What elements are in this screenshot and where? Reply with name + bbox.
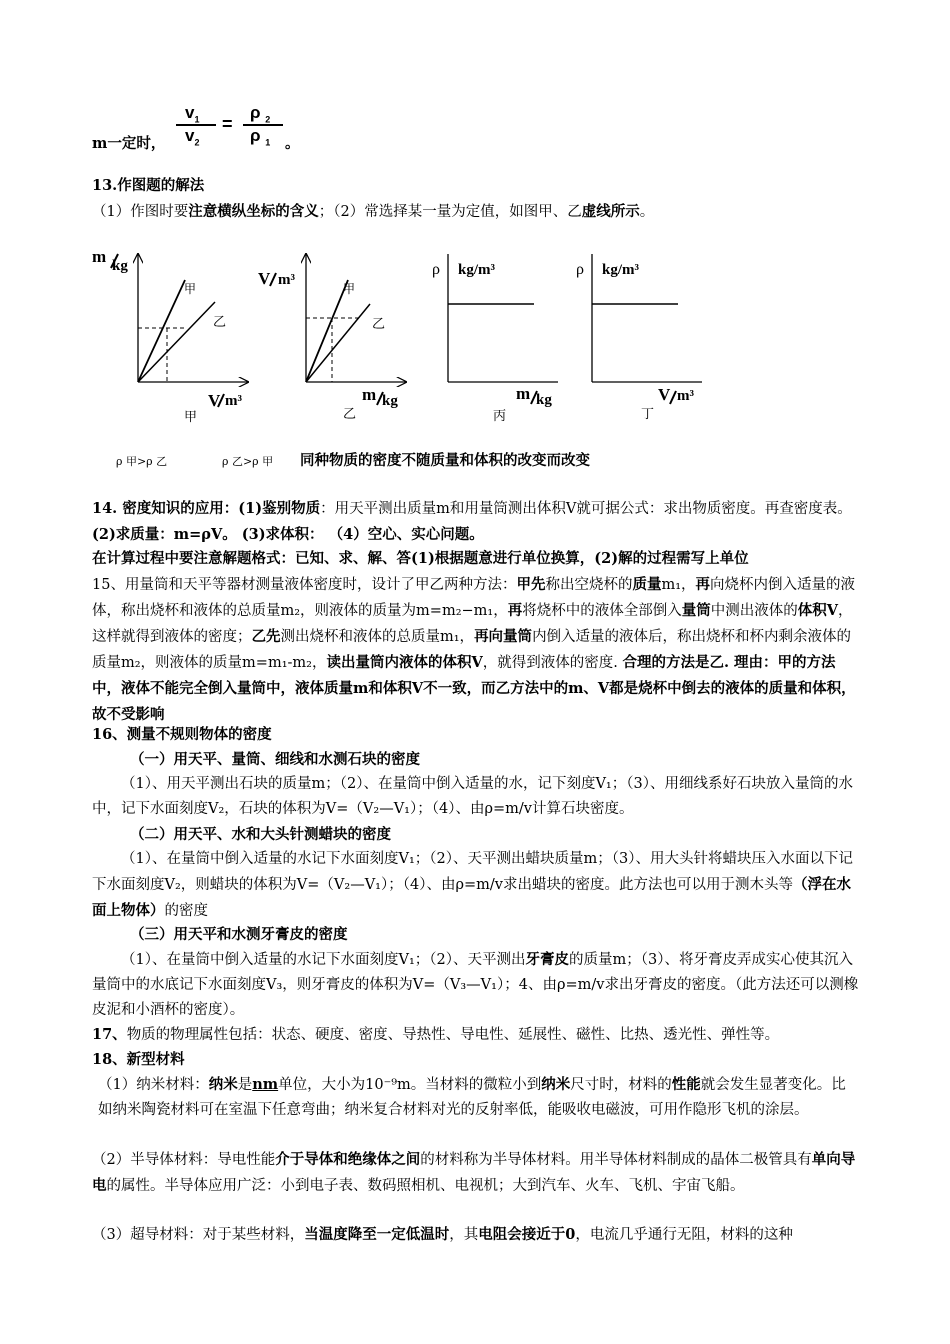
graph-yi-caption: 乙 [343, 406, 357, 421]
section-14-text: 14. 密度知识的应用：(1)鉴别物质：用天平测出质量m和用量筒测出体积V就可据公式：求出物质密度。再查密度表。 (2)求质量：m=ρV。 (3)求体积： （4）空心、实心问题。 [92, 500, 852, 543]
graph-ding-xlabel: V [658, 385, 671, 404]
section-18-p2: （2）半导体材料：导电性能介于导体和绝缘体之间的材料称为半导体材料。用半导体材料制成的晶体二极管具有单向导电的属性。半导体应用广泛：小到电子表、数码照相机、电视机；大到汽车、火车、飞机、宇宙飞船。 [92, 1151, 856, 1194]
graph-yi-line1: 甲 [343, 282, 356, 296]
section-16-p2: （1）、在量筒中倒入适量的水记下水面刻度V₁；（2）、天平测出蜡块质量m；（3）、用大头针将蜡块压入水面以下记下水面刻度V₂，则蜡块的体积为V=（V₂—V₁）；（4）、由ρ=m/v求出蜡块的密度。此方法也可以用于测木头等（浮在水面上物体）的密度 [92, 851, 853, 919]
section-18-p1: （1）纳米材料：纳米是nm单位，大小为10⁻⁹m。当材料的微粒小到纳米尺寸时，材料的性能就会发生显著变化。比如纳米陶瓷材料可在室温下任意弯曲；纳米复合材料对光的反射率低，能吸收电磁波，可用作隐形飞机的涂层。 [98, 1076, 846, 1118]
graph-jia-xunit: m³ [225, 393, 242, 409]
section-13-title: 13.作图题的解法 [92, 177, 205, 194]
graph-yi [258, 254, 406, 421]
density-graphs [80, 242, 720, 427]
graph-bing [432, 254, 558, 423]
graph-ding [576, 254, 702, 421]
section-18-p3: （3）超导材料：对于某些材料，当温度降至一定低温时，其电阻会接近于0，电流几乎通行无阻，材料的这种 [92, 1226, 793, 1243]
section-16-h2: （二）用天平、水和大头针测蜡块的密度 [130, 826, 391, 843]
section-18-title: 18、新型材料 [92, 1051, 185, 1068]
formula-prefix: m一定时， [92, 135, 166, 152]
formula-num-left: $v_1$ [185, 103, 200, 125]
graph-ding-yunit: kg/m³ [602, 262, 640, 278]
graph-ding-xunit: m³ [677, 388, 694, 404]
graph-yi-yunit: m³ [278, 272, 295, 288]
section-17: 17、物质的物理属性包括：状态、硬度、密度、导热性、导电性、延展性、磁性、比热、透光性、弹性等。 [92, 1026, 780, 1043]
section-13-text: （1）作图时要注意横纵坐标的含义；（2）常选择某一量为定值，如图甲、乙虚线所示。 [92, 203, 655, 220]
graph-jia-ylabel: m [92, 247, 107, 266]
graph-yi-ylabel: V [258, 269, 271, 288]
formula-num-right: ρ $_2$ [250, 103, 271, 125]
graph-jia-line1: 甲 [184, 282, 197, 296]
graph-ding-ylabel: ρ [576, 261, 584, 278]
graph-jia-xlabel: V [208, 391, 221, 410]
graph-bing-ylabel: ρ [432, 261, 440, 278]
formula-suffix: 。 [285, 135, 300, 152]
graph-yi-xunit: kg [382, 393, 398, 409]
graph-bing-caption: 丙 [493, 408, 507, 423]
graph-jia-yunit: kg [112, 258, 128, 274]
graph-yi-xlabel: m [362, 385, 377, 404]
section-16-h1: （一）用天平、量筒、细线和水测石块的密度 [130, 751, 420, 768]
rho-compare-1: ρ 甲>ρ 乙 [116, 455, 168, 468]
section-15-text: 15、用量筒和天平等器材测量液体密度时，设计了甲乙两种方法：甲先称出空烧杯的质量m₁，再向烧杯内倒入适量的液体，称出烧杯和液体的总质量m₂，则液体的质量为m=m₂−m₁，再将烧杯中的液体全部倒入量筒中测出液体的体积V，这样就得到液体的密度；乙先测出烧杯和液体的总质量m₁，再向量筒内倒入适量的液体后，称出烧杯和杯内剩余液体的质量m₂，则液体的质量m=m₁-m₂，读出量筒内液体的体积V，就得到液体的密度. 合理的方法是乙. 理由：甲的方法中，液体不能完全倒入量筒中，液体质量m和体积V不一致，而乙方法中的m、V都是烧杯中倒去的液体的质量和体积，故不受影响 [92, 576, 856, 723]
formula-den-left: $v_2$ [185, 126, 200, 148]
section-16-p3: （1）、在量筒中倒入适量的水记下水面刻度V₁；（2）、天平测出牙膏皮的质量m；（3）、将牙膏皮弄成实心使其沉入量筒中的水底记下水面刻度V₃，则牙膏皮的体积为V=（V₃—V₁）；4、由ρ=m/v求出牙膏皮的密度。（此方法还可以测橡皮泥和小酒杯的密度）。 [92, 951, 859, 1018]
rho-compare-2: ρ 乙>ρ 甲 [222, 455, 274, 468]
density-rule: 同种物质的密度不随质量和体积的改变而改变 [300, 452, 590, 469]
graph-jia-caption: 甲 [184, 409, 198, 424]
formula-equals: = [222, 114, 233, 134]
section-16-p1: （1）、用天平测出石块的质量m；（2）、在量筒中倒入适量的水，记下刻度V₁；（3）、用细线系好石块放入量筒的水中，记下水面刻度V₂，石块的体积为V=（V₂—V₁）；（4）、由ρ=m/v计算石块密度。 [92, 776, 853, 817]
section-16-h3: （三）用天平和水测牙膏皮的密度 [130, 926, 348, 943]
graph-bing-xlabel: m [516, 384, 531, 403]
graph-yi-line2: 乙 [372, 316, 386, 331]
graph-bing-yunit: kg/m³ [458, 262, 496, 278]
formula-den-right: ρ $_1$ [250, 126, 271, 148]
section-16-title: 16、测量不规则物体的密度 [92, 726, 272, 743]
graph-jia-line2: 乙 [213, 314, 227, 329]
graph-ding-caption: 丁 [641, 406, 655, 421]
graph-bing-xunit: kg [536, 392, 552, 408]
section-14-note: 在计算过程中要注意解题格式：已知、求、解、答(1)根据题意进行单位换算，(2)解的过程需写上单位 [92, 550, 749, 567]
graph-jia [92, 247, 248, 424]
